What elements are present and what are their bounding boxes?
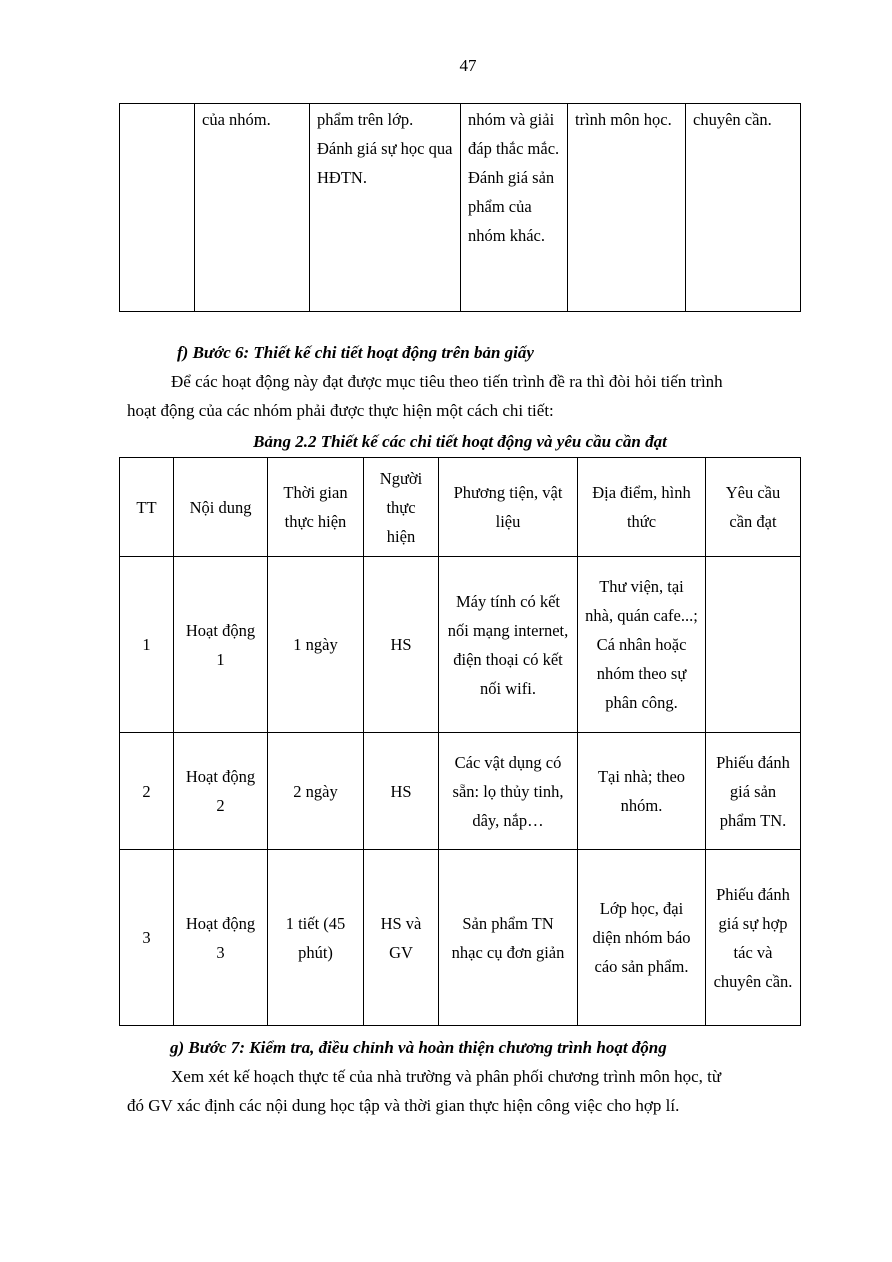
activity-design-table [119, 457, 801, 1026]
table-cell: Phiếu đánh giá sự hợp tác và chuyên cần. [706, 850, 801, 1026]
table-cell: Hoạt động 3 [174, 850, 268, 1026]
table-cell: Hoạt động 1 [174, 557, 268, 733]
header-cell-content: Nội dung [174, 458, 268, 557]
table-cell: Các vật dụng có sẵn: lọ thủy tinh, dây, nắp… [439, 733, 578, 850]
header-cell-requirements: Yêu cầu cần đạt [706, 458, 801, 557]
table-cell: Sản phẩm TN nhạc cụ đơn giản [439, 850, 578, 1026]
table-cell: Hoạt động 2 [174, 733, 268, 850]
table-cell: của nhóm. [195, 104, 310, 312]
table-cell: HS và GV [364, 850, 439, 1026]
table-cell: 2 ngày [268, 733, 364, 850]
step6-paragraph-line-1: Để các hoạt động này đạt được mục tiêu theo tiến trình đề ra thì đòi hỏi tiến trình [171, 372, 723, 391]
continued-table [119, 103, 801, 312]
table-row [120, 733, 801, 850]
table-cell: Tại nhà; theo nhóm. [578, 733, 706, 850]
table-row [120, 104, 801, 312]
header-cell-tt: TT [120, 458, 174, 557]
step6-paragraph-line-2: hoạt động của các nhóm phải được thực hiện một cách chi tiết: [127, 401, 554, 420]
table-cell: 3 [120, 850, 174, 1026]
table-cell: Thư viện, tại nhà, quán cafe...; Cá nhân hoặc nhóm theo sự phân công. [578, 557, 706, 733]
table-cell [706, 557, 801, 733]
table-cell: trình môn học. [568, 104, 686, 312]
step7-paragraph-line-1: Xem xét kế hoạch thực tế của nhà trường và phân phối chương trình môn học, từ [171, 1067, 722, 1086]
table-cell [120, 104, 195, 312]
header-cell-location: Địa điểm, hình thức [578, 458, 706, 557]
header-cell-duration: Thời gian thực hiện [268, 458, 364, 557]
step7-paragraph-line-2: đó GV xác định các nội dung học tập và thời gian thực hiện công việc cho hợp lí. [127, 1096, 680, 1115]
table-row [120, 850, 801, 1026]
table-cell: nhóm và giải đáp thắc mắc. Đánh giá sản phẩm của nhóm khác. [461, 104, 568, 312]
table-cell: HS [364, 557, 439, 733]
table-row [120, 557, 801, 733]
table-caption: Bảng 2.2 Thiết kế các chi tiết hoạt động và yêu cầu cần đạt [253, 432, 667, 451]
table-cell: 1 tiết (45 phút) [268, 850, 364, 1026]
table-cell: 1 ngày [268, 557, 364, 733]
table-header-row [120, 458, 801, 557]
table-cell: 1 [120, 557, 174, 733]
header-cell-materials: Phương tiện, vật liệu [439, 458, 578, 557]
step7-heading: g) Bước 7: Kiểm tra, điều chỉnh và hoàn thiện chương trình hoạt động [170, 1038, 667, 1057]
table-cell: chuyên cần. [686, 104, 801, 312]
table-cell: HS [364, 733, 439, 850]
table-cell: Máy tính có kết nối mạng internet, điện thoại có kết nối wifi. [439, 557, 578, 733]
page-number: 47 [459, 56, 477, 75]
table-cell: Lớp học, đại diện nhóm báo cáo sản phẩm. [578, 850, 706, 1026]
header-cell-performer: Người thực hiện [364, 458, 439, 557]
table-cell: Phiếu đánh giá sản phẩm TN. [706, 733, 801, 850]
table-cell: phẩm trên lớp. Đánh giá sự học qua HĐTN. [310, 104, 461, 312]
table-cell: 2 [120, 733, 174, 850]
step6-heading: f) Bước 6: Thiết kế chi tiết hoạt động trên bản giấy [177, 343, 534, 362]
